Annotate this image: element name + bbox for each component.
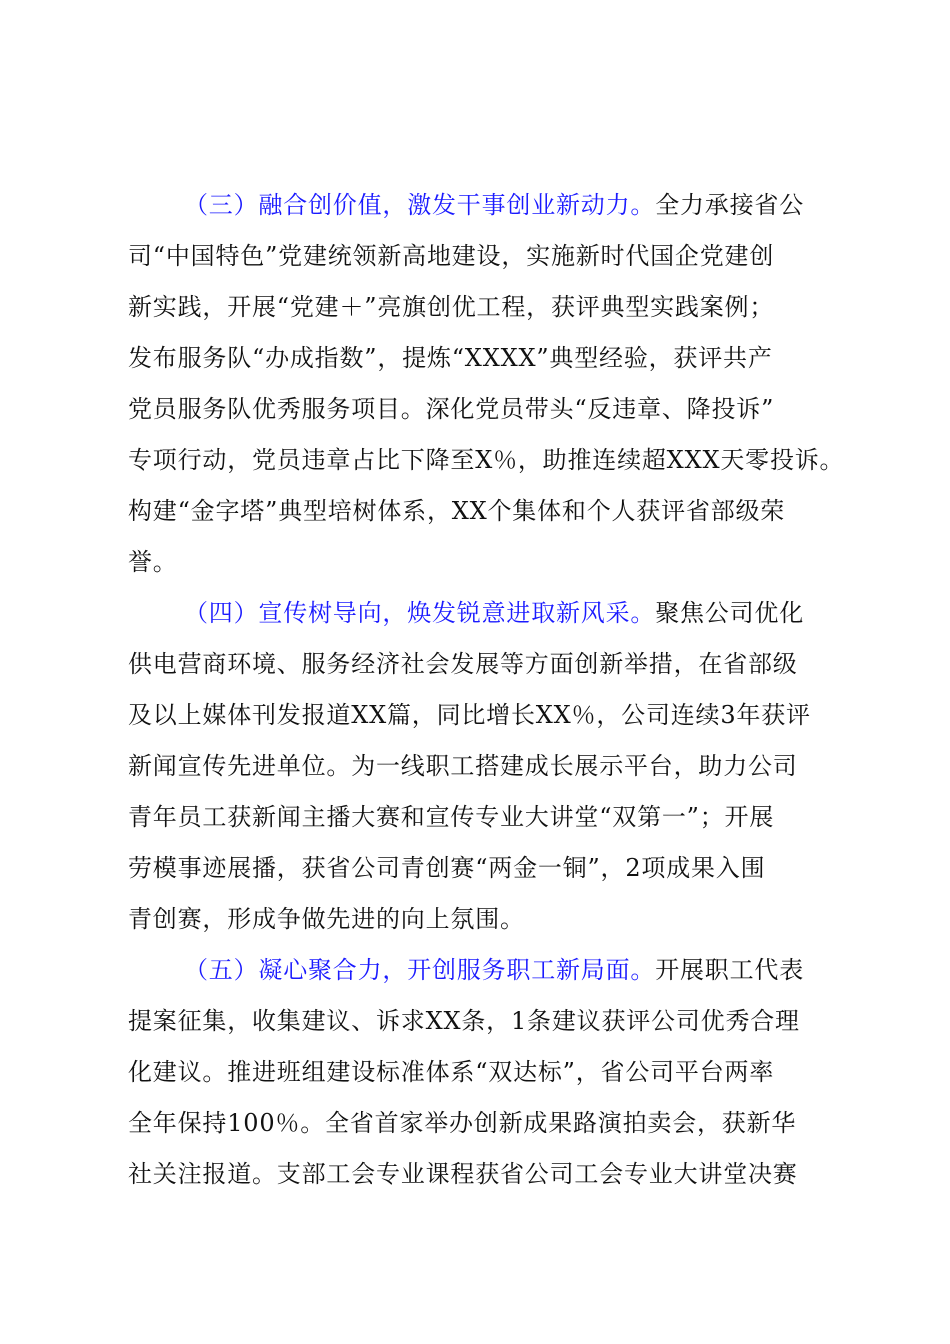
- paragraph-line: [128, 180, 828, 231]
- paragraph-line: 青年员工获新闻主播大赛和宣传专业大讲堂“双第一”；开展: [128, 803, 775, 831]
- paragraph-text: 全力承接省公: [655, 191, 805, 219]
- section-heading: （五）凝心聚合力，开创服务职工新局面。: [184, 956, 656, 984]
- paragraph-line: 及以上媒体刊发报道XX篇，同比增长XX％，公司连续3年获评: [128, 701, 811, 729]
- paragraph-line: 新实践，开展“党建＋”亮旗创优工程，获评典型实践案例；: [128, 293, 775, 321]
- paragraph-line: [128, 945, 828, 996]
- paragraph-line: 党员服务队优秀服务项目。深化党员带头“反违章、降投诉”: [128, 395, 775, 423]
- paragraph-line: 构建“金字塔”典型培树体系，XX个集体和个人获评省部级荣: [128, 497, 786, 525]
- paragraph-line: 新闻宣传先进单位。为一线职工搭建成长展示平台，助力公司: [128, 752, 798, 780]
- paragraph-line: 供电营商环境、服务经济社会发展等方面创新举措，在省部级: [128, 650, 798, 678]
- paragraph-line: 劳模事迹展播，获省公司青创赛“两金一铜”，2项成果入围: [128, 854, 766, 882]
- paragraph-line: 社关注报道。支部工会专业课程获省公司工会专业大讲堂决赛: [128, 1160, 798, 1188]
- paragraph-text: 开展职工代表: [655, 956, 805, 984]
- section-heading: （四）宣传树导向，焕发锐意进取新风采。: [184, 599, 656, 627]
- paragraph-line: [128, 588, 828, 639]
- paragraph-line: 专项行动，党员违章占比下降至X％，助推连续超XXX天零投诉。: [128, 446, 845, 474]
- paragraph-text: 聚焦公司优化: [655, 599, 805, 627]
- paragraph-line: 化建议。推进班组建设标准体系“双达标”，省公司平台两率: [128, 1058, 775, 1086]
- paragraph-line: 全年保持100％。全省首家举办创新成果路演拍卖会，获新华: [128, 1109, 797, 1137]
- paragraph-line: 发布服务队“办成指数”，提炼“XXXX”典型经验，获评共产: [128, 344, 773, 372]
- section-heading: （三）融合创价值，激发干事创业新动力。: [184, 191, 656, 219]
- paragraph-line: 誉。: [128, 548, 178, 576]
- paragraph-line: 司“中国特色”党建统领新高地建设，实施新时代国企党建创: [128, 242, 775, 270]
- paragraph-line: 提案征集，收集建议、诉求XX条，1条建议获评公司优秀合理: [128, 1007, 800, 1035]
- document-body: [128, 180, 845, 1200]
- paragraph-line: 青创赛，形成争做先进的向上氛围。: [128, 905, 525, 933]
